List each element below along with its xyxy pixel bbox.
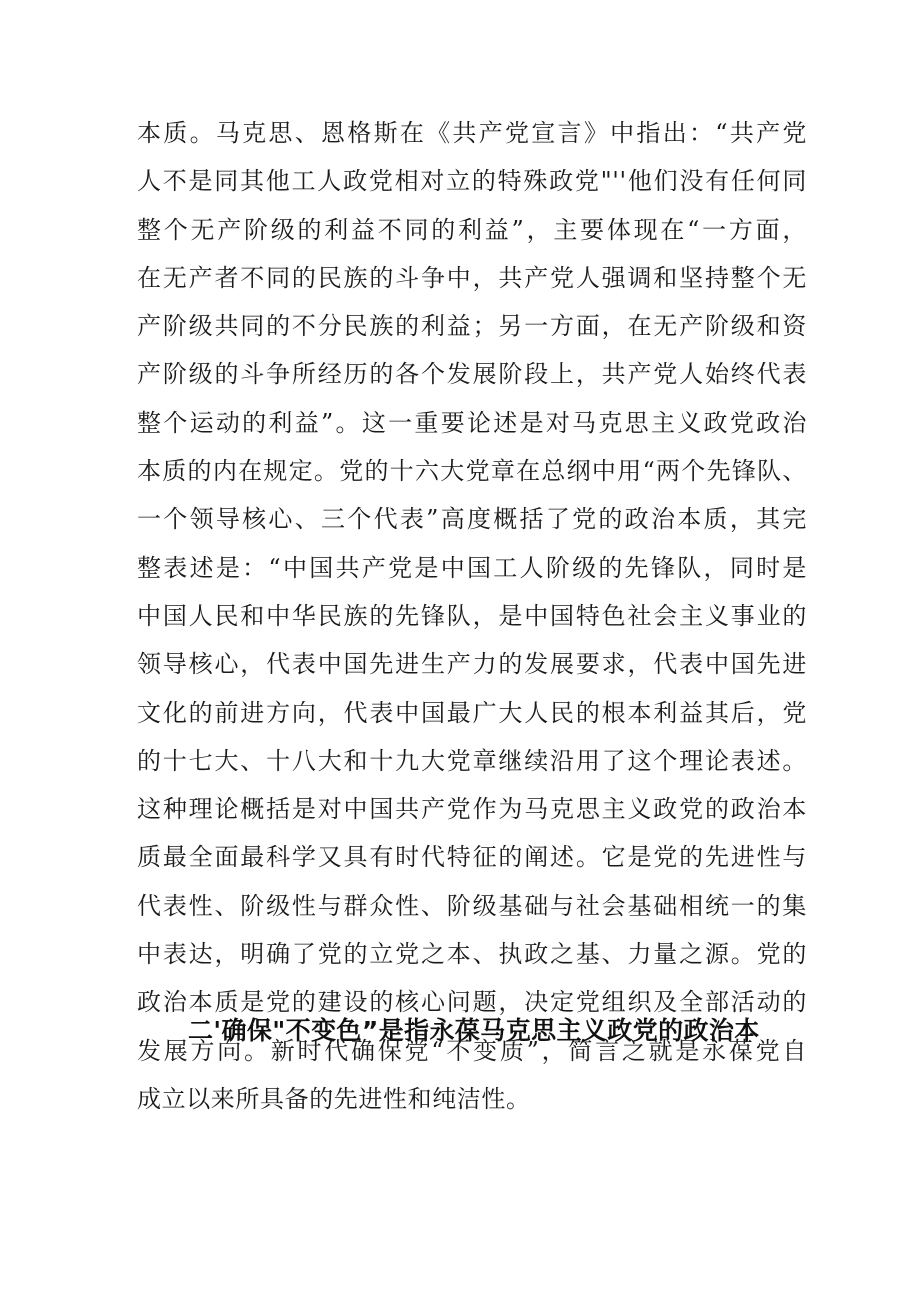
text-line: 发展方向。新时代确保党“不变质”，简言之就是永葆党自 xyxy=(137,1036,807,1065)
text-line-last: 成立以来所具备的先进性和纯洁性。 xyxy=(137,1084,531,1113)
text-line: 产阶级的斗争所经历的各个发展阶段上，共产党人始终代表 xyxy=(137,360,807,389)
text-line: 整表述是：“中国共产党是中国工人阶级的先锋队，同时是 xyxy=(137,553,807,582)
text-line: 代表性、阶级性与群众性、阶级基础与社会基础相统一的集 xyxy=(137,891,807,920)
section-heading: 二'确保"不变色”是指永葆马克思主义政党的政治本 xyxy=(188,1016,760,1045)
text-line: 整个无产阶级的利益不同的利益”，主要体现在“一方面， xyxy=(137,215,807,244)
text-line: 中表达，明确了党的立党之本、执政之基、力量之源。党的 xyxy=(137,940,807,969)
text-line: 一个领导核心、三个代表”高度概括了党的政治本质，其完 xyxy=(137,505,807,534)
text-line: 的十七大、十八大和十九大党章继续沿用了这个理论表述。 xyxy=(137,746,807,775)
text-line: 在无产者不同的民族的斗争中，共产党人强调和坚持整个无 xyxy=(137,263,807,292)
text-line: 整个运动的利益”。这一重要论述是对马克思主义政党政治 xyxy=(137,408,807,437)
text-line: 产阶级共同的不分民族的利益；另一方面，在无产阶级和资 xyxy=(137,312,807,341)
body-paragraph xyxy=(137,109,807,1123)
text-line: 人不是同其他工人政党相对立的特殊政党"''他们没有任何同 xyxy=(137,167,807,196)
text-line: 本质的内在规定。党的十六大党章在总纲中用“两个先锋队、 xyxy=(137,457,807,486)
text-line: 领导核心，代表中国先进生产力的发展要求，代表中国先进 xyxy=(137,650,807,679)
text-line: 质最全面最科学又具有时代特征的阐述。它是党的先进性与 xyxy=(137,843,807,872)
text-line: 中国人民和中华民族的先锋队，是中国特色社会主义事业的 xyxy=(137,601,807,630)
text-line: 这种理论概括是对中国共产党作为马克思主义政党的政治本 xyxy=(137,795,807,824)
text-line: 本质。马克思、恩格斯在《共产党宣言》中指出：“共产党 xyxy=(137,119,807,147)
text-line: 文化的前进方向，代表中国最广大人民的根本利益其后，党 xyxy=(137,698,807,727)
text-line: 政治本质是党的建设的核心问题，决定党组织及全部活动的 xyxy=(137,988,807,1017)
